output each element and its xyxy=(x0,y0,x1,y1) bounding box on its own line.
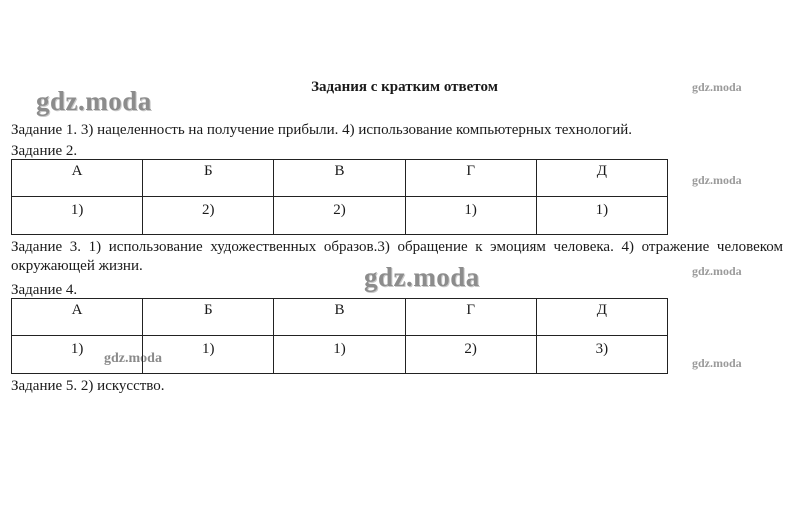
task-3-answer: Задание 3. 1) использование художественных образов.3) обращение к эмоциям человека. 4) отражение человеком окружающей жизни. xyxy=(11,239,783,274)
value-cell-d: 3) xyxy=(536,336,667,374)
header-cell-b: Б xyxy=(143,160,274,197)
value-cell-b: 2) xyxy=(143,197,274,235)
header-cell-g: Г xyxy=(405,299,536,336)
watermark-right-1: gdz.moda xyxy=(692,80,742,94)
watermark-logo-center: gdz.moda xyxy=(364,262,480,292)
task-1-answer: Задание 1. 3) нацеленность на получение прибыли. 4) использование компьютерных технологий. xyxy=(11,122,632,138)
watermark-right-4: gdz.moda xyxy=(692,356,742,370)
header-cell-d: Д xyxy=(536,299,667,336)
table-row xyxy=(12,197,668,235)
watermark-right-2: gdz.moda xyxy=(692,173,742,187)
watermark-logo-top-left: gdz.moda xyxy=(36,86,152,116)
value-cell-g: 2) xyxy=(405,336,536,374)
header-cell-a: А xyxy=(12,160,143,197)
value-cell-d: 1) xyxy=(536,197,667,235)
value-cell-v: 1) xyxy=(274,336,405,374)
header-cell-b: Б xyxy=(143,299,274,336)
value-cell-a: 1) xyxy=(12,197,143,235)
value-cell-v: 2) xyxy=(274,197,405,235)
table-header-row xyxy=(12,299,668,336)
task-4-answer-table xyxy=(11,298,668,374)
task-4-label: Задание 4. xyxy=(11,282,78,298)
watermark-right-3: gdz.moda xyxy=(692,264,742,278)
header-cell-g: Г xyxy=(405,160,536,197)
task-2-answer-table xyxy=(11,159,668,235)
value-cell-b: 1) xyxy=(143,336,274,374)
header-cell-v: В xyxy=(274,160,405,197)
watermark-table-overlay: gdz.moda xyxy=(104,351,162,366)
task-2-label: Задание 2. xyxy=(11,143,78,159)
task-5-answer: Задание 5. 2) искусство. xyxy=(11,378,165,394)
page-title: Задания с кратким ответом xyxy=(311,79,498,95)
value-cell-g: 1) xyxy=(405,197,536,235)
header-cell-v: В xyxy=(274,299,405,336)
table-header-row xyxy=(12,160,668,197)
value-cell-a: 1) xyxy=(12,336,143,374)
header-cell-a: А xyxy=(12,299,143,336)
table-row xyxy=(12,336,668,374)
header-cell-d: Д xyxy=(536,160,667,197)
